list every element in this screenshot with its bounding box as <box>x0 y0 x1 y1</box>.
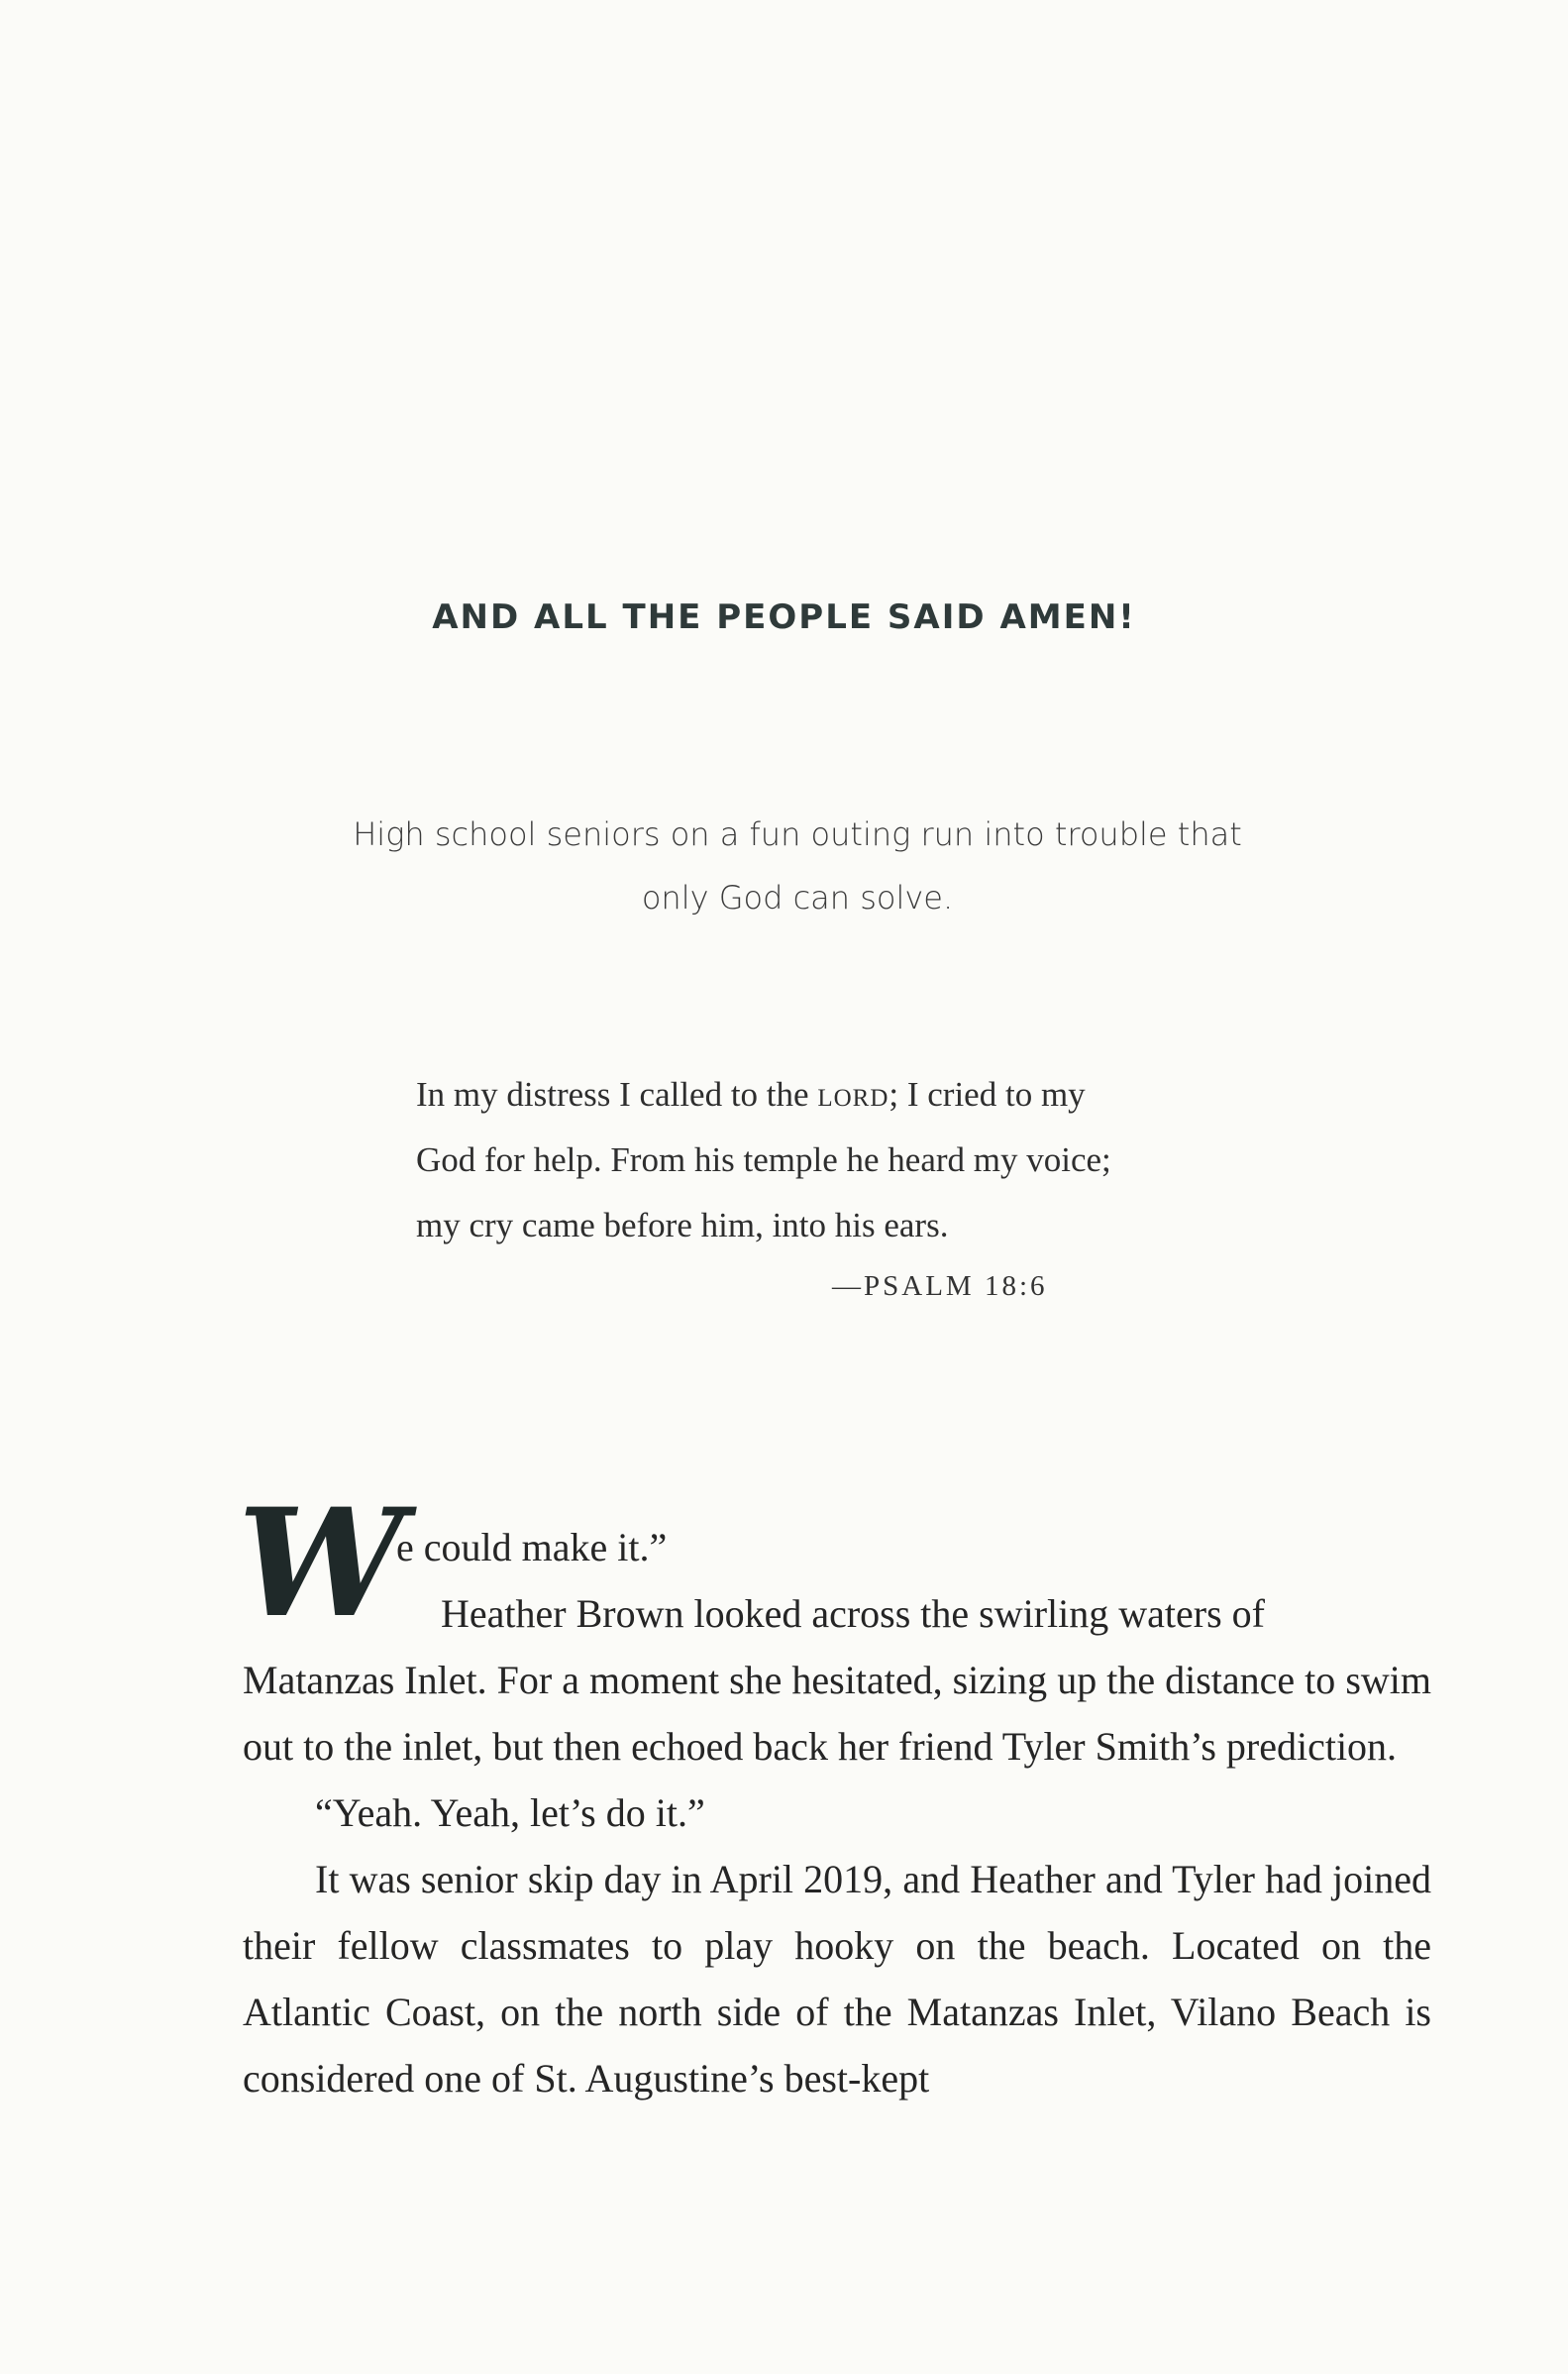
drop-cap: W <box>238 1476 405 1651</box>
epigraph-quote <box>416 1062 1248 1258</box>
subtitle-line-1: High school seniors on a fun outing run into trouble that <box>353 815 1242 853</box>
paragraph-1 <box>243 1514 1431 1780</box>
chapter-subtitle <box>327 803 1268 929</box>
paragraph-2: “Yeah. Yeah, let’s do it.” <box>315 1790 705 1835</box>
epigraph-line-1-start: In my distress I called to the <box>416 1075 818 1114</box>
epigraph-line-2: God for help. From his temple he heard my voice; <box>416 1140 1111 1179</box>
paragraph-3: It was senior skip day in April 2019, and Heather and Tyler had joined their fellow classmates to play hooky on the beach. Located on the Atlantic Coast, on the north side of the Matanzas Inlet, Vilano Beach is considered one of St. Augustine’s best-kept <box>243 1857 1431 2101</box>
paragraph-1-opening: e could make it.” <box>396 1525 668 1569</box>
paragraph-1-rest: Matanzas Inlet. For a moment she hesitated, sizing up the distance to swim out to the inlet, but then echoed back her friend Tyler Smith’s prediction. <box>243 1658 1431 1769</box>
epigraph-line-1-end: ; I cried to my <box>889 1075 1086 1114</box>
body-text <box>243 1514 1431 2111</box>
epigraph-line-3: my cry came before him, into his ears. <box>416 1206 949 1244</box>
subtitle-line-2: only God can solve. <box>641 879 954 917</box>
epigraph-line-1 <box>416 1062 1248 1128</box>
epigraph-lord: lord <box>817 1075 889 1114</box>
epigraph-attribution: —PSALM 18:6 <box>832 1270 1048 1302</box>
chapter-title: AND ALL THE PEOPLE SAID AMEN! <box>432 597 1136 637</box>
paragraph-1-second-line: Heather Brown looked across the swirling waters of <box>441 1591 1265 1636</box>
